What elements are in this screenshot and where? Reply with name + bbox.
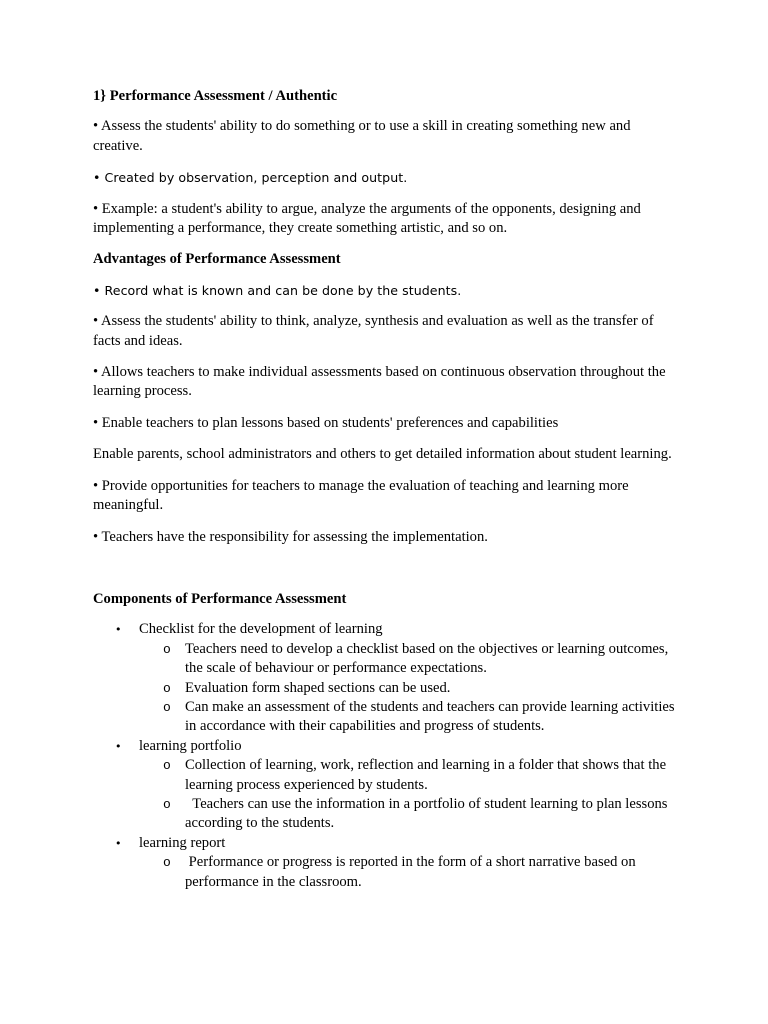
- paragraph: • Teachers have the responsibility for assessing the implementation.: [93, 528, 488, 545]
- circle-bullet-icon: o: [163, 641, 171, 657]
- paragraph: • Enable teachers to plan lessons based on students' preferences and capabilities: [93, 414, 559, 431]
- section-heading-components: Components of Performance Assessment: [93, 590, 347, 607]
- sub-list-item: [139, 795, 683, 834]
- paragraph: • Provide opportunities for teachers to manage the evaluation of teaching and learning more meaningful.: [93, 477, 629, 514]
- circle-bullet-icon: o: [163, 796, 171, 812]
- sub-list: [139, 756, 683, 834]
- bullet-icon: •: [115, 623, 122, 637]
- list-item-label: learning report: [139, 834, 226, 851]
- paragraph: • Record what is known and can be done by the students.: [93, 282, 462, 298]
- sub-list-item: [139, 698, 683, 737]
- sub-list: [139, 640, 683, 737]
- paragraph: • Assess the students' ability to think, analyze, synthesis and evaluation as well as the transfer of facts and ideas.: [93, 313, 654, 349]
- circle-bullet-icon: o: [163, 680, 171, 696]
- sub-list: [139, 853, 683, 892]
- bullet-icon: •: [115, 836, 122, 850]
- paragraph: • Example: a student's ability to argue, analyze the arguments of the opponents, designing and implementing a performance, they create something artistic, and so on.: [93, 200, 641, 237]
- paragraph: • Allows teachers to make individual assessments based on continuous observation throughout the learning process.: [93, 364, 666, 400]
- spacer: [93, 559, 683, 590]
- components-list: [93, 620, 683, 892]
- sub-list-item-text: Evaluation form shaped sections can be used.: [185, 679, 451, 696]
- circle-bullet-icon: o: [163, 855, 171, 871]
- sub-list-item: [139, 679, 683, 698]
- paragraph: Enable parents, school administrators and others to get detailed information about student learning.: [93, 446, 672, 463]
- sub-list-item-text: Performance or progress is reported in the form of a short narrative based on performance in the classroom.: [185, 854, 640, 890]
- list-item: [93, 620, 683, 736]
- sub-list-item: [139, 756, 683, 795]
- sub-list-item: [139, 640, 683, 679]
- document-page: [93, 87, 683, 892]
- section-heading-advantages: Advantages of Performance Assessment: [93, 251, 341, 268]
- sub-list-item: [139, 853, 683, 892]
- list-item: [93, 737, 683, 834]
- list-item-label: Checklist for the development of learning: [139, 621, 383, 638]
- list-item-label: learning portfolio: [139, 737, 242, 754]
- bullet-icon: •: [115, 739, 122, 753]
- sub-list-item-text: Teachers need to develop a checklist based on the objectives or learning outcomes, the scale of behaviour or performance expectations.: [185, 640, 669, 677]
- circle-bullet-icon: o: [163, 758, 171, 774]
- paragraph: • Created by observation, perception and output.: [93, 170, 408, 186]
- circle-bullet-icon: o: [163, 699, 171, 715]
- sub-list-item-text: Collection of learning, work, reflection and learning in a folder that shows that the learning process experienced by students.: [185, 757, 667, 793]
- list-item: [93, 834, 683, 892]
- sub-list-item-text: Can make an assessment of the students and teachers can provide learning activities in accordance with their capabilities and progress of students.: [185, 698, 675, 735]
- sub-list-item-text: Teachers can use the information in a portfolio of student learning to plan lessons according to the students.: [185, 795, 672, 832]
- paragraph: • Assess the students' ability to do something or to use a skill in creating something new and creative.: [93, 118, 631, 154]
- section-heading-performance-assessment: 1} Performance Assessment / Authentic: [93, 88, 338, 104]
